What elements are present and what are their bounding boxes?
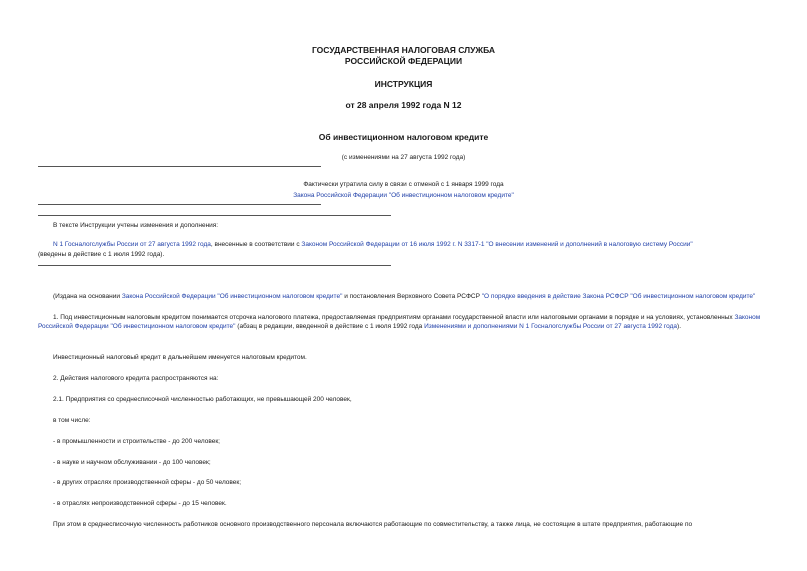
paragraph-5: в том числе: [53, 417, 91, 424]
changes-item-link[interactable]: N 1 Госналогслужбы России от 27 августа 1992 года [53, 241, 211, 248]
paragraph-1-changes-link[interactable]: Изменениями и дополнениями N 1 Госналогслужбы России от 27 августа 1992 года [424, 323, 678, 330]
paragraph-1-law-link[interactable]: Законом Российской Федерации "Об инвестиционном налоговом кредите" [38, 314, 761, 330]
amendments-note: (с изменениями на 27 августа 1992 года) [341, 154, 466, 161]
document-date: от 28 апреля 1992 года N 12 [345, 100, 462, 110]
divider [38, 166, 321, 167]
divider [38, 265, 391, 266]
paragraph-1 [38, 313, 769, 331]
basis-prefix: (Издана на основании [53, 293, 122, 300]
document-type: ИНСТРУКЦИЯ [374, 79, 433, 89]
paragraph-3: 2. Действия налогового кредита распространяются на: [53, 375, 219, 382]
changes-item [53, 240, 693, 249]
basis-law-link[interactable]: Закона Российской Федерации "Об инвестиционном налоговом кредите" [121, 293, 343, 300]
changes-item-text: , внесенные в соответствии с [210, 241, 302, 248]
document-title: Об инвестиционном налоговом кредите [318, 132, 489, 142]
list-item: - в отраслях непроизводственной сферы - до 15 человек. [53, 500, 227, 507]
agency-name-line1: ГОСУДАРСТВЕННАЯ НАЛОГОВАЯ СЛУЖБА [311, 45, 496, 55]
validity-law-link[interactable]: Закона Российской Федерации "Об инвестиционном налоговом кредите" [293, 192, 514, 199]
validity-law-link-row [0, 191, 807, 200]
basis-mid: и постановления Верховного Совета РСФСР [342, 293, 482, 300]
list-item: - в других отраслях производственной сферы - до 50 человек; [53, 479, 242, 486]
changes-item-tail: (введены в действие с 1 июля 1992 года). [38, 251, 165, 258]
paragraph-1-mid: (абзац в редакции, введенной в действие с 1 июля 1992 года [235, 323, 425, 330]
divider [38, 204, 321, 205]
list-item: - в промышленности и строительстве - до 200 человек; [53, 438, 220, 445]
changes-intro: В тексте Инструкции учтены изменения и дополнения: [53, 222, 219, 229]
changes-law-link[interactable]: Законом Российской Федерации от 16 июля 1992 г. N 3317-1 "О внесении изменений и дополнений в налоговую систему России" [301, 241, 693, 248]
agency-name-line2: РОССИЙСКОЙ ФЕДЕРАЦИИ [344, 56, 463, 66]
paragraph-4: 2.1. Предприятия со среднесписочной численностью работающих, не превышающей 200 человек, [53, 396, 352, 403]
paragraph-1-text: 1. Под инвестиционным налоговым кредитом понимается отсрочка налогового платежа, предоставляемая предприятиям органами государственной власти или налоговыми органами в порядке и на условиях, установленных [53, 314, 735, 321]
divider [38, 215, 391, 216]
basis-decree-link[interactable]: "О порядке введения в действие Закона РСФСР "Об инвестиционном налоговом кредите" [481, 293, 756, 300]
paragraph-10: При этом в среднесписочную численность работников основного производственного персонала включаются работающие по совместительству, а также лица, не состоящие в штате предприятия, работающие по [53, 521, 693, 528]
paragraph-2: Инвестиционный налоговый кредит в дальнейшем именуется налоговым кредитом. [53, 354, 307, 361]
validity-note: Фактически утратила силу в связи с отменой с 1 января 1999 года [303, 181, 504, 188]
paragraph-1-end: ). [677, 323, 682, 330]
list-item: - в науке и научном обслуживании - до 100 человек; [53, 459, 211, 466]
basis-line [53, 292, 755, 301]
